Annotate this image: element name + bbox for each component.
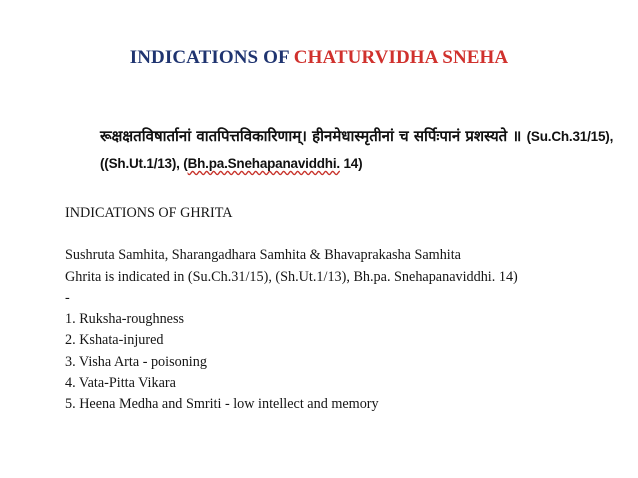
text-line: - [65,289,70,306]
ghrita-indications [65,203,625,416]
list-item: 4. Vata-Pitta Vikara [65,375,176,392]
list-item: 3. Visha Arta - poisoning [65,353,207,370]
verse-line-1 [100,123,620,150]
verse-reference-bh: Bh.pa.Snehapanaviddhi. [187,156,340,171]
text-line: Ghrita is indicated in (Su.Ch.31/15), (Sh.Ut.1/13), Bh.pa. Snehapanaviddhi. 14) [65,268,518,285]
title-part-dark: INDICATIONS OF [129,47,294,68]
slide-title [0,47,638,69]
section-heading: INDICATIONS OF GHRITA [65,205,233,221]
list-item: 2. Kshata-injured [65,332,164,349]
verse-sanskrit-text: रूक्षक्षतविषार्तानां वातपित्तविकारिणाम्। हीनमेधास्मृतीनां च सर्पिःपानं प्रशस्यते ॥ [100,127,522,145]
list-item: 5. Heena Medha and Smriti - low intellect and memory [65,396,379,413]
verse-reference-end: 14) [339,156,363,171]
text-line: Sushruta Samhita, Sharangadhara Samhita & Bhavaprakasha Samhita [65,247,461,264]
list-item: 1. Ruksha-roughness [65,311,185,328]
sanskrit-verse [100,123,620,177]
title-part-red: CHATURVIDHA SNEHA [293,47,509,68]
verse-reference-sh: ((Sh.Ut.1/13), ( [100,156,188,171]
verse-line-2 [100,150,620,177]
verse-reference-su: (Su.Ch.31/15), [526,129,614,144]
